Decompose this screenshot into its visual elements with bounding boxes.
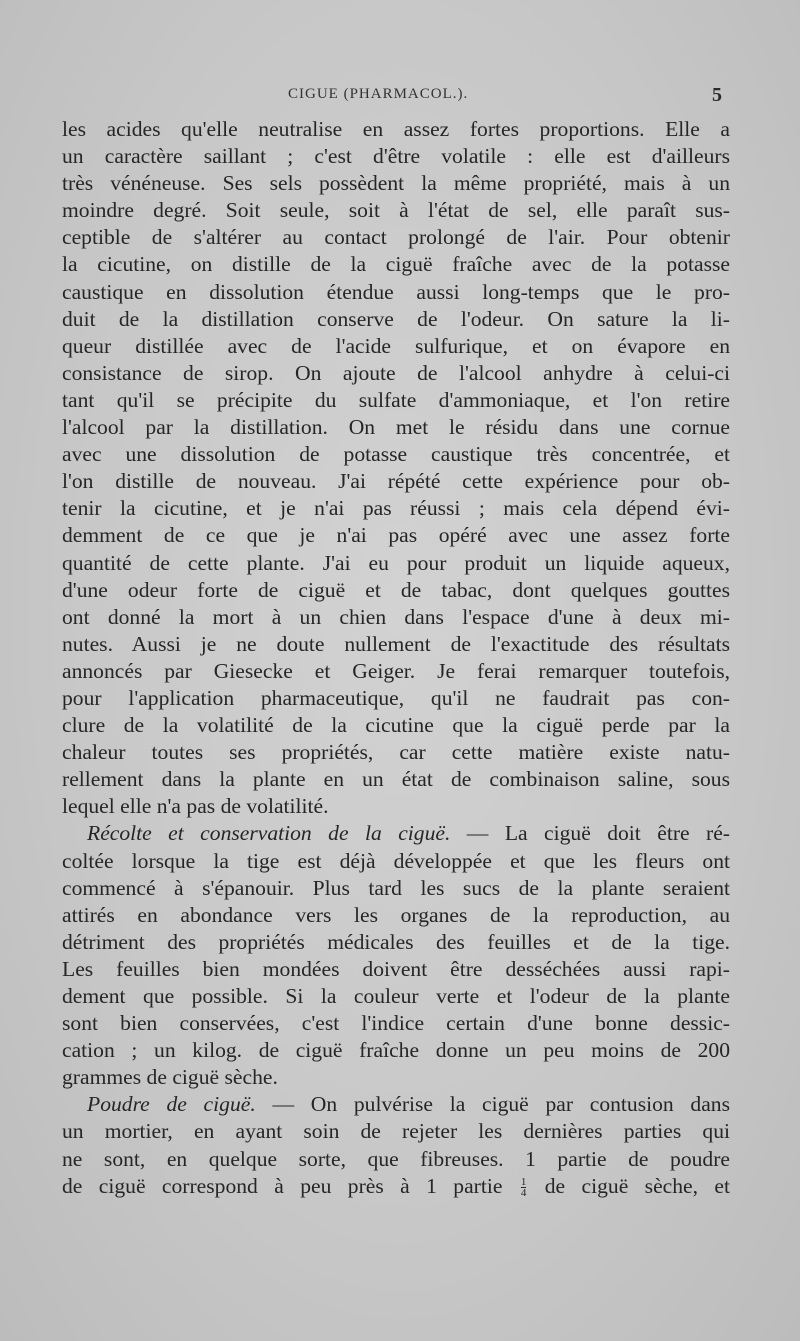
text-line: l'alcool par la distillation. On met le résidu dans une cornue [62,415,730,440]
text-line: tant qu'il se précipite du sulfate d'ammoniaque, et l'on retire [62,387,730,412]
text-line: clure de la volatilité de la cicutine que la ciguë perde par la [62,713,730,738]
section-heading-poudre: Poudre de ciguë. [87,1092,256,1117]
text-line: caustique en dissolution étendue aussi long-temps que le pro- [62,279,730,304]
section-heading-line [62,820,730,847]
text-line [62,1173,730,1200]
text-run: de ciguë sèche, et [544,1173,730,1198]
text-line: avec une dissolution de potasse caustique très concentrée, et [62,442,730,467]
text-line: l'on distille de nouveau. J'ai répété cette expérience pour ob- [62,469,730,494]
text-line: nutes. Aussi je ne doute nullement de l'exactitude des résultats [62,631,730,656]
text-line: commencé à s'épanouir. Plus tard les sucs de la plante seraient [62,875,730,900]
section-heading-recolte: Récolte et conservation de la ciguë. [87,821,451,846]
text-line: détriment des propriétés médicales des feuilles et de la tige. [62,929,730,954]
text-line: un caractère saillant ; c'est d'être volatile : elle est d'ailleurs [62,144,730,169]
text-line: cation ; un kilog. de ciguë fraîche donne un peu moins de 200 [62,1038,730,1063]
text-line: les acides qu'elle neutralise en assez fortes proportions. Elle a [62,117,730,141]
text-line: la cicutine, on distille de la ciguë fraîche avec de la potasse [62,252,730,277]
text-line: sont bien conservées, c'est l'indice certain d'une bonne dessic- [62,1011,730,1036]
text-line: moindre degré. Soit seule, soit à l'état de sel, elle paraît sus- [62,198,730,223]
text-line: très vénéneuse. Ses sels possèdent la même propriété, mais à un [62,171,730,196]
text-line: Les feuilles bien mondées doivent être desséchées aussi rapi- [62,956,730,981]
text-line: un mortier, en ayant soin de rejeter les dernières parties qui [62,1119,730,1144]
text-line: lequel elle n'a pas de volatilité. [62,794,329,819]
page-header [0,86,800,108]
text-line: pour l'application pharmaceutique, qu'il ne faudrait pas con- [62,685,730,710]
text-line: grammes de ciguë sèche. [62,1065,278,1090]
text-line: dement que possible. Si la couleur verte et l'odeur de la plante [62,984,730,1008]
text-line: demment de ce que je n'ai pas opéré avec une assez forte [62,523,730,548]
text-line: ceptible de s'altérer au contact prolongé de l'air. Pour obtenir [62,225,730,250]
text-line: queur distillée avec de l'acide sulfurique, et on évapore en [62,333,730,358]
text-line: quantité de cette plante. J'ai eu pour produit un liquide aqueux, [62,550,730,575]
text-line: annoncés par Giesecke et Geiger. Je ferai remarquer toutefois, [62,658,730,683]
section-heading-line [62,1091,730,1118]
text-run: — On pulvérise la ciguë par contusion dans [272,1092,731,1117]
text-line: ne sont, en quelque sorte, que fibreuses. 1 partie de poudre [62,1146,730,1171]
fraction [521,1177,527,1198]
fraction-numerator: 1 [520,1176,527,1189]
text-line: tenir la cicutine, et je n'ai pas réussi ; mais cela dépend évi- [62,496,730,521]
text-line: rellement dans la plante en un état de combinaison saline, sous [62,767,730,792]
body-text [62,116,730,1200]
page-number: 5 [712,84,722,106]
text-run: de ciguë correspond à peu près à 1 partie [62,1173,503,1198]
text-line: attirés en abondance vers les organes de la reproduction, au [62,902,730,927]
text-line: d'une odeur forte de ciguë et de tabac, dont quelques gouttes [62,577,730,602]
fraction-denominator: 4 [520,1187,527,1200]
text-line: duit de la distillation conserve de l'odeur. On sature la li- [62,306,730,331]
text-line: chaleur toutes ses propriétés, car cette matière existe natu- [62,740,730,765]
text-line: ont donné la mort à un chien dans l'espace d'une à deux mi- [62,604,730,629]
running-title: CIGUE (PHARMACOL.). [288,86,469,102]
text-line: consistance de sirop. On ajoute de l'alcool anhydre à celui-ci [62,360,730,385]
text-line: coltée lorsque la tige est déjà développée et que les fleurs ont [62,848,730,873]
text-run: — La ciguë doit être ré- [466,821,730,846]
